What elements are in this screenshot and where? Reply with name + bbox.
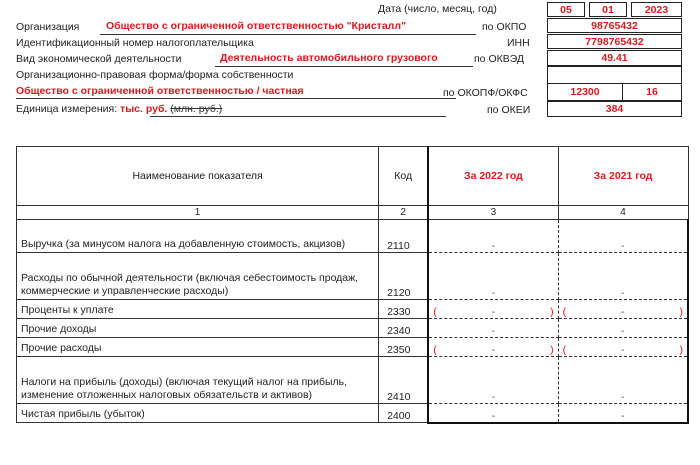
row-value-2022[interactable]: - (428, 357, 558, 404)
open-paren: ( (562, 344, 567, 356)
row-name: Чистая прибыль (убыток) (17, 404, 379, 423)
row-value-2021[interactable] (558, 300, 688, 319)
row-value-2021[interactable]: - (558, 357, 688, 404)
row-value-2022-text: - (491, 344, 496, 356)
org-underline (100, 34, 476, 35)
col-header-code: Код (379, 147, 429, 206)
okved-label: по ОКВЭД (474, 53, 525, 65)
close-paren: ) (550, 344, 554, 356)
row-code: 2410 (379, 357, 429, 404)
unit-label-text: Единица измерения: (16, 103, 118, 115)
table-number-row (17, 206, 689, 220)
table-header-row (17, 147, 689, 206)
table-row (17, 357, 689, 404)
org-label: Организация (16, 21, 80, 33)
col-header-2021: За 2021 год (558, 147, 688, 206)
row-name: Налоги на прибыль (доходы) (включая текущий налог на прибыль, изменение отложенных налоговых обязательств и активов) (17, 357, 379, 404)
inn-label: ИНН (507, 37, 530, 49)
row-value-2021-text: - (621, 344, 625, 356)
table-row (17, 300, 689, 319)
okpo-label: по ОКПО (482, 21, 527, 33)
row-value-2021[interactable]: - (558, 319, 688, 338)
okfs-field[interactable]: 16 (622, 83, 682, 101)
col-number-1: 1 (17, 206, 379, 220)
org-name[interactable]: Общество с ограниченной ответственностью "Кристалл" (106, 20, 406, 32)
okei-field[interactable]: 384 (547, 101, 682, 117)
unit-label (16, 103, 222, 115)
financial-results-table (16, 146, 689, 424)
inn-title: Идентификационный номер налогоплательщика (16, 37, 254, 49)
row-value-2022[interactable]: - (428, 253, 558, 300)
table-row (17, 404, 689, 423)
okopf-label: по ОКОПФ/ОКФС (443, 87, 528, 99)
row-name: Расходы по обычной деятельности (включая себестоимость продаж, коммерческие и управленческие расходы) (17, 253, 379, 300)
row-value-2022-text: - (491, 306, 496, 318)
row-value-2022[interactable]: - (428, 220, 558, 253)
row-value-2022[interactable] (428, 300, 558, 319)
row-name: Прочие доходы (17, 319, 379, 338)
row-value-2022[interactable] (428, 338, 558, 357)
okopf-field[interactable]: 12300 (547, 83, 623, 101)
table-row (17, 253, 689, 300)
row-name: Прочие расходы (17, 338, 379, 357)
okved-field[interactable]: 49.41 (547, 50, 682, 66)
close-paren: ) (679, 306, 683, 318)
close-paren: ) (679, 344, 683, 356)
row-code: 2350 (379, 338, 429, 357)
date-day-field[interactable]: 05 (547, 2, 585, 17)
date-month-field[interactable]: 01 (589, 2, 627, 17)
inn-field[interactable]: 7798765432 (547, 34, 682, 49)
date-label: Дата (число, месяц, год) (378, 3, 497, 15)
okopf-blank-box (547, 66, 682, 83)
row-code: 2400 (379, 404, 429, 423)
row-value-2021-text: - (621, 306, 625, 318)
col-number-2: 2 (379, 206, 429, 220)
row-value-2021[interactable]: - (558, 404, 688, 423)
open-paren: ( (433, 344, 437, 356)
activity-value[interactable]: Деятельность автомобильного грузового (220, 52, 438, 64)
col-header-name: Наименование показателя (17, 147, 379, 206)
row-code: 2340 (379, 319, 429, 338)
unit-underline (150, 116, 446, 117)
table-row (17, 338, 689, 357)
activity-underline (215, 66, 473, 67)
row-code: 2330 (379, 300, 429, 319)
col-header-2022: За 2022 год (428, 147, 558, 206)
row-value-2021[interactable] (558, 338, 688, 357)
row-name: Проценты к уплате (17, 300, 379, 319)
legal-form-underline (16, 98, 456, 99)
activity-label: Вид экономической деятельности (16, 53, 182, 65)
close-paren: ) (550, 306, 554, 318)
legal-form-value[interactable]: Общество с ограниченной ответственностью / частная (16, 85, 304, 97)
col-number-4: 4 (558, 206, 688, 220)
unit-struck: (млн. руб.) (170, 103, 223, 115)
col-number-3: 3 (428, 206, 558, 220)
row-value-2022[interactable]: - (428, 319, 558, 338)
date-year-field[interactable]: 2023 (631, 2, 682, 17)
row-value-2021[interactable]: - (558, 220, 688, 253)
row-value-2021[interactable]: - (558, 253, 688, 300)
okei-label: по ОКЕИ (487, 104, 531, 116)
table-row (17, 319, 689, 338)
unit-value[interactable]: тыс. руб. (120, 103, 168, 115)
okpo-field[interactable]: 98765432 (547, 18, 682, 33)
open-paren: ( (433, 306, 437, 318)
row-name: Выручка (за минусом налога на добавленную стоимость, акцизов) (17, 220, 379, 253)
table-row (17, 220, 689, 253)
open-paren: ( (562, 306, 567, 318)
row-code: 2110 (379, 220, 429, 253)
legal-form-label: Организационно-правовая форма/форма собственности (16, 69, 294, 81)
row-value-2022[interactable]: - (428, 404, 558, 423)
row-code: 2120 (379, 253, 429, 300)
